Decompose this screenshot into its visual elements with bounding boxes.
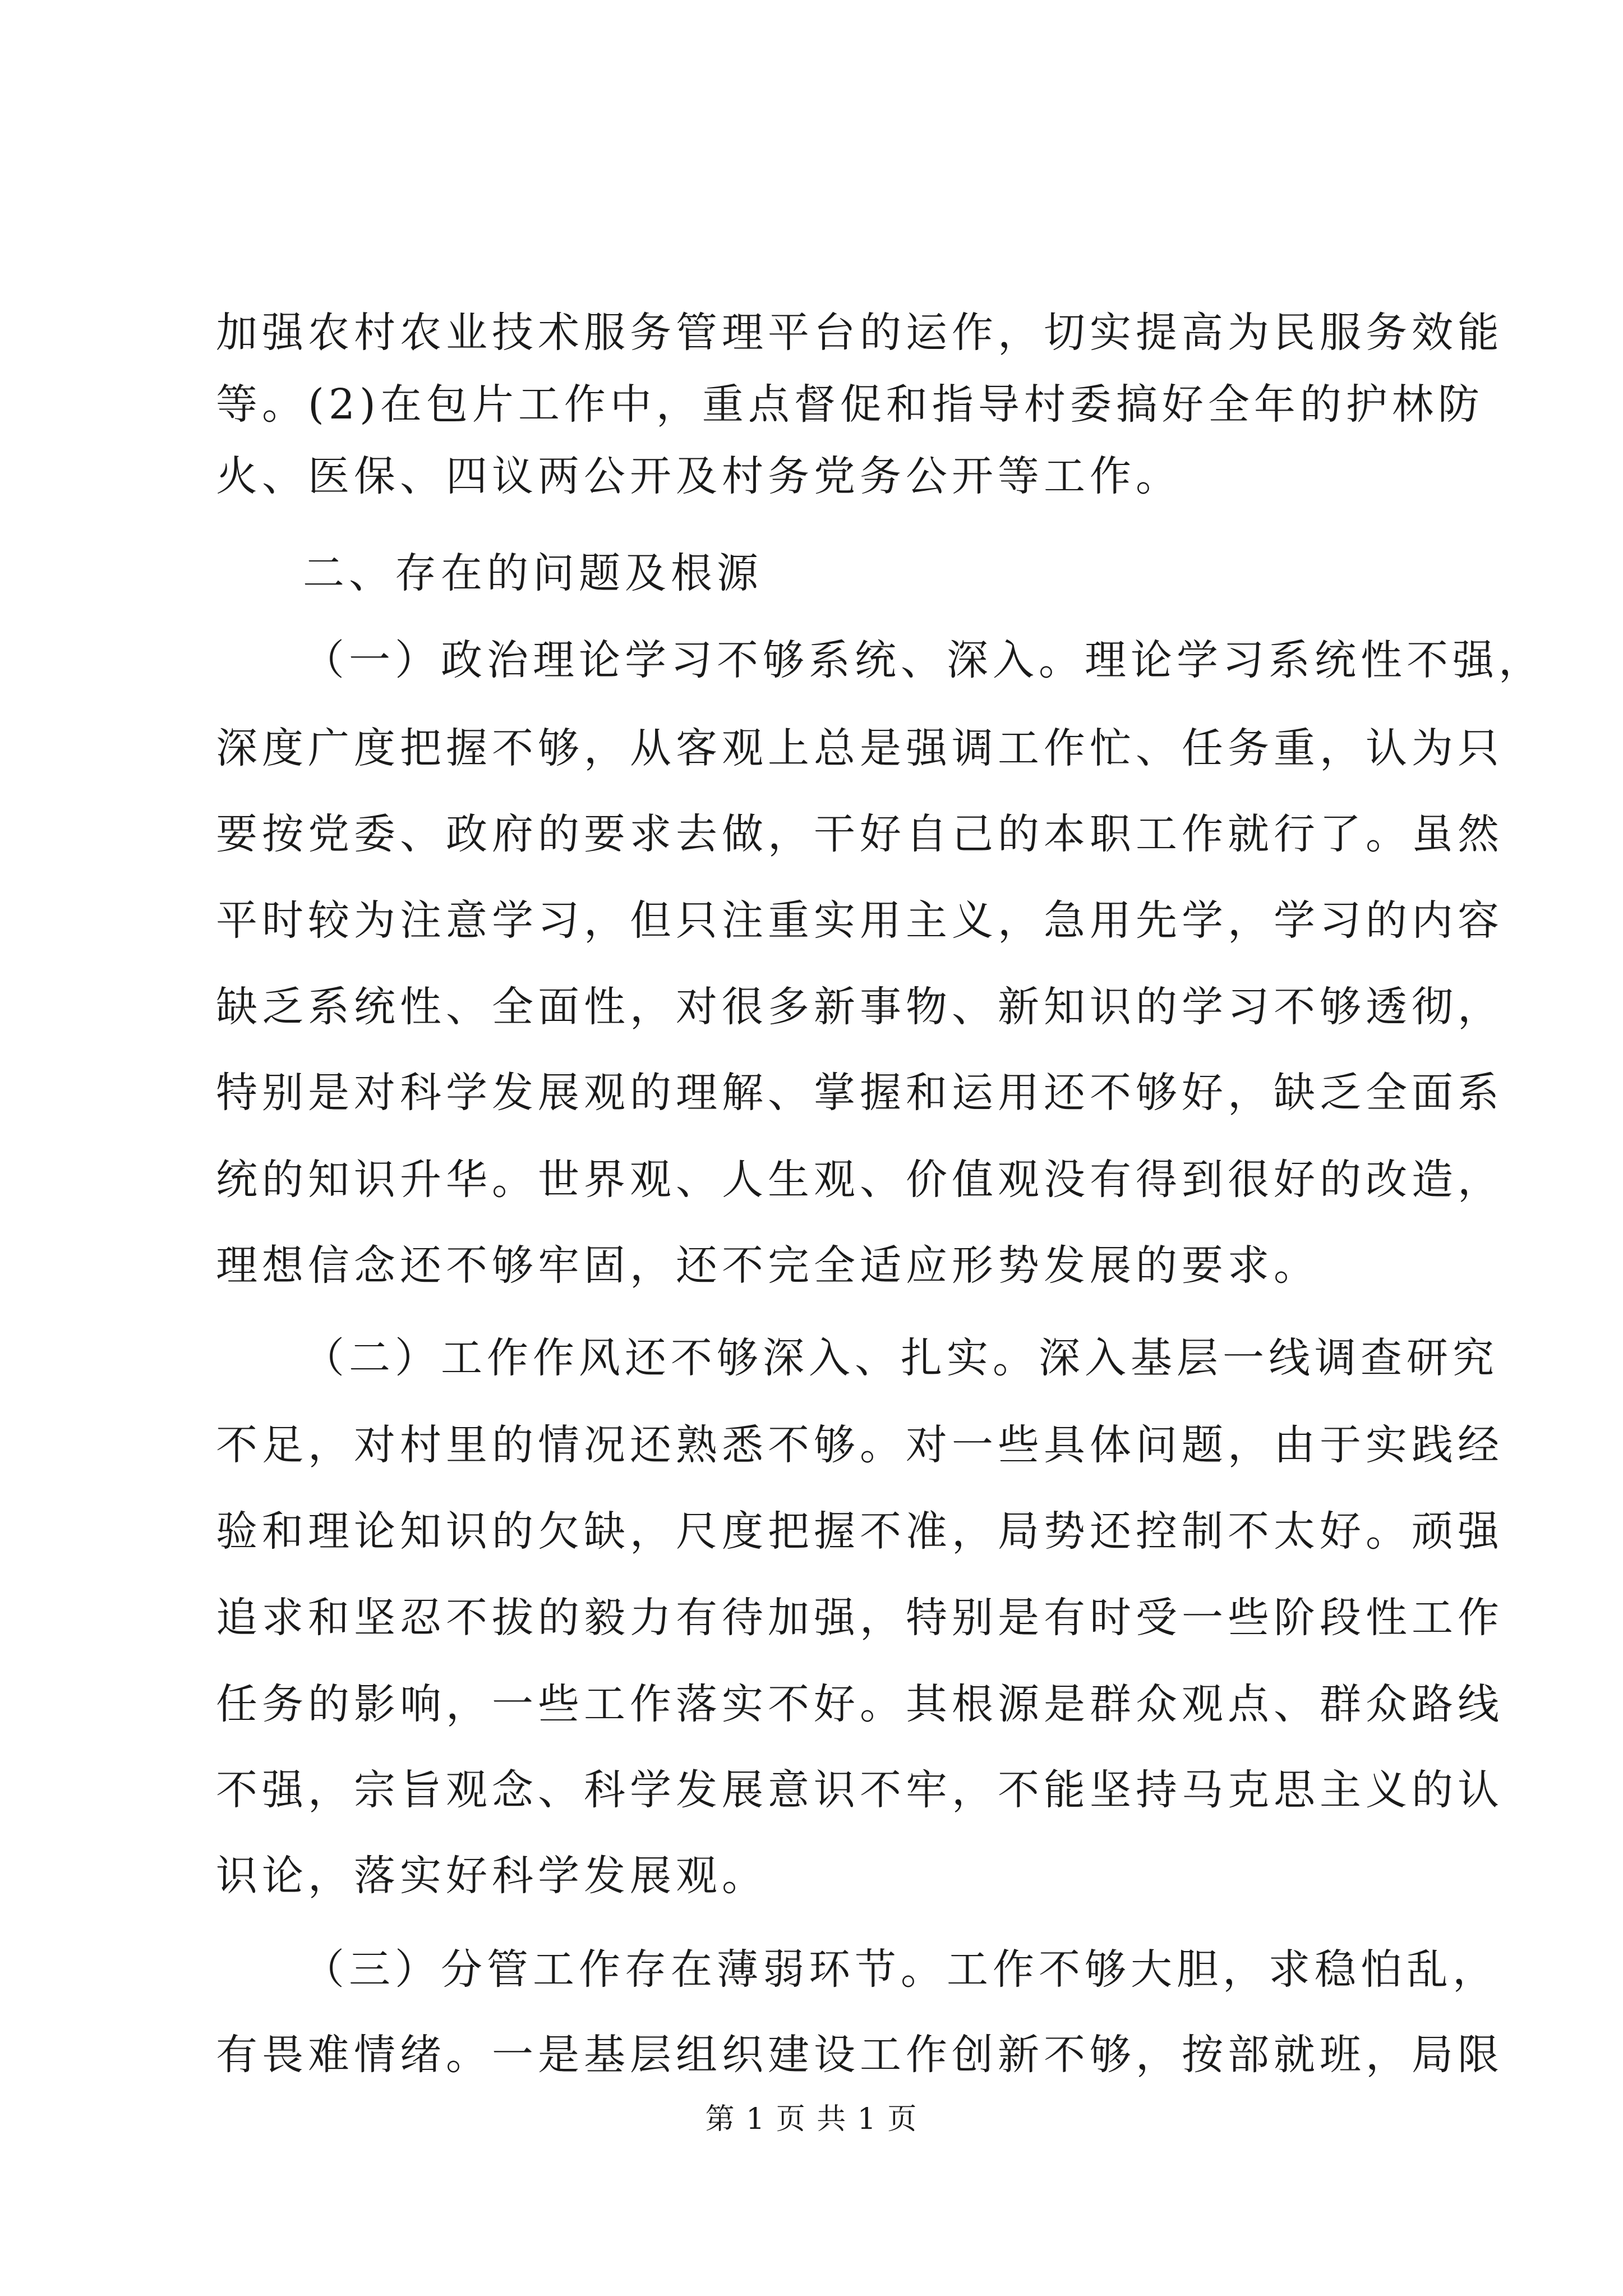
body-text-line: 统的知识升华。世界观、人生观、价值观没有得到很好的改造， xyxy=(216,1156,1504,1204)
body-text-line: 任务的影响，一些工作落实不好。其根源是群众观点、群众路线 xyxy=(216,1680,1504,1728)
body-text-line: 有畏难情绪。一是基层组织建设工作创新不够，按部就班，局限 xyxy=(216,2031,1504,2079)
body-text-line: 缺乏系统性、全面性，对很多新事物、新知识的学习不够透彻， xyxy=(216,983,1504,1031)
body-text-line: 验和理论知识的欠缺，尺度把握不准，局势还控制不太好。顽强 xyxy=(216,1507,1504,1556)
body-text-line: 不强，宗旨观念、科学发展意识不牢，不能坚持马克思主义的认 xyxy=(216,1766,1504,1814)
body-text-line: 平时较为注意学习，但只注重实用主义，急用先学，学习的内容 xyxy=(216,896,1504,945)
body-text-line: 火、医保、四议两公开及村务党务公开等工作。 xyxy=(216,452,1182,500)
body-text-line: 加强农村农业技术服务管理平台的运作，切实提高为民服务效能 xyxy=(216,309,1504,357)
body-text-line: 识论，落实好科学发展观。 xyxy=(216,1852,768,1900)
body-text-line: 要按党委、政府的要求去做，干好自己的本职工作就行了。虽然 xyxy=(216,810,1504,858)
body-text-line: 特别是对科学发展观的理解、掌握和运用还不够好，缺乏全面系 xyxy=(216,1069,1504,1117)
body-text-line: 追求和坚忍不拔的毅力有待加强，特别是有时受一些阶段性工作 xyxy=(216,1594,1504,1642)
body-text-line: 等。(2)在包片工作中，重点督促和指导村委搞好全年的护林防 xyxy=(216,380,1484,429)
section-heading: 二、存在的问题及根源 xyxy=(303,549,763,597)
page-number-footer: 第 1 页 共 1 页 xyxy=(705,2102,918,2136)
body-text-line: 不足，对村里的情况还熟悉不够。对一些具体问题，由于实践经 xyxy=(216,1421,1504,1469)
paragraph-heading-line: （一）政治理论学习不够系统、深入。理论学习系统性不强， xyxy=(303,636,1544,684)
body-text-line: 深度广度把握不够，从客观上总是强调工作忙、任务重，认为只 xyxy=(216,724,1504,772)
body-text-line: 理想信念还不够牢固，还不完全适应形势发展的要求。 xyxy=(216,1241,1320,1290)
paragraph-heading-line: （三）分管工作存在薄弱环节。工作不够大胆，求稳怕乱， xyxy=(303,1945,1498,1994)
paragraph-heading-line: （二）工作作风还不够深入、扎实。深入基层一线调查研究 xyxy=(303,1334,1498,1382)
